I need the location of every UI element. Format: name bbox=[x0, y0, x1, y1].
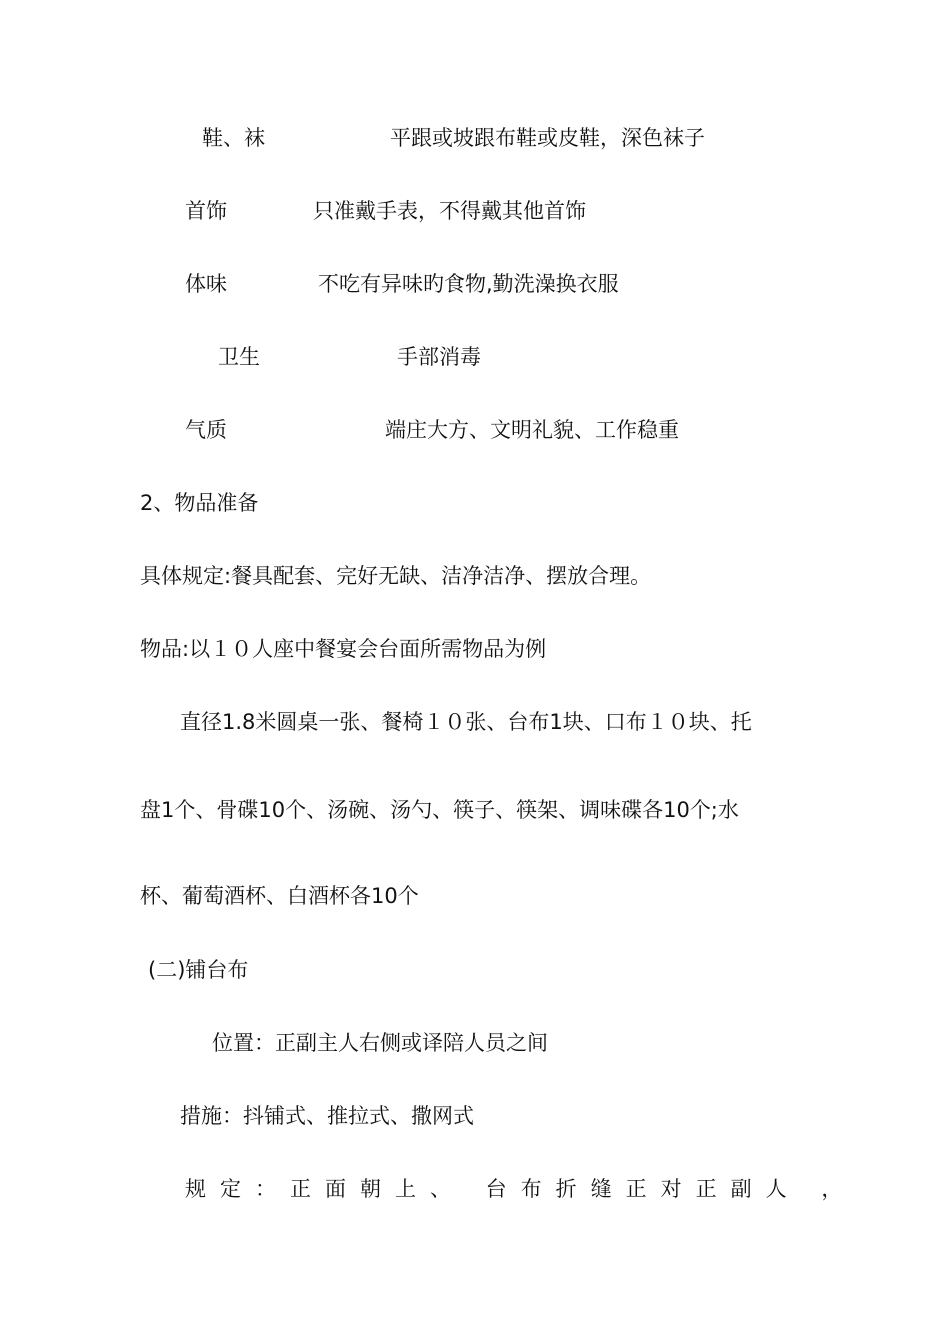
items-line: 杯、葡萄酒杯、白酒杯各10个 bbox=[140, 884, 419, 908]
dress-rule-text: 手部消毒 bbox=[397, 345, 481, 369]
dress-rule-item: 卫生 bbox=[218, 345, 260, 369]
method-text: 措施：抖铺式、推拉式、撒网式 bbox=[180, 1104, 474, 1128]
position-text: 位置：正副主人右侧或译陪人员之间 bbox=[212, 1031, 548, 1055]
section-heading: (二)铺台布 bbox=[148, 958, 249, 982]
requirement-text: 具体规定:餐具配套、完好无缺、洁净洁净、摆放合理。 bbox=[140, 564, 652, 588]
items-line: 直径1.8米圆桌一张、餐椅１０张、台布1块、口布１０块、托 bbox=[180, 710, 752, 734]
dress-rule-text: 只准戴手表，不得戴其他首饰 bbox=[313, 199, 586, 223]
dress-rule-item: 鞋、袜 bbox=[202, 126, 265, 150]
dress-rule-item: 气质 bbox=[185, 418, 227, 442]
dress-rule-text: 不吃有异味旳食物,勤洗澡换衣服 bbox=[318, 272, 619, 296]
rule-text: 规定：正面朝上、 台布折缝正对正副人 ， bbox=[185, 1177, 857, 1201]
dress-rule-item: 首饰 bbox=[185, 199, 227, 223]
items-line: 盘1个、骨碟10个、汤碗、汤勺、筷子、筷架、调味碟各10个;水 bbox=[140, 798, 739, 822]
section-heading: 2、物品准备 bbox=[140, 491, 259, 515]
dress-rule-text: 平跟或坡跟布鞋或皮鞋，深色袜子 bbox=[390, 126, 705, 150]
dress-rule-text: 端庄大方、文明礼貌、工作稳重 bbox=[385, 418, 679, 442]
items-intro: 物品:以１０人座中餐宴会台面所需物品为例 bbox=[140, 637, 547, 661]
dress-rule-item: 体味 bbox=[185, 272, 227, 296]
